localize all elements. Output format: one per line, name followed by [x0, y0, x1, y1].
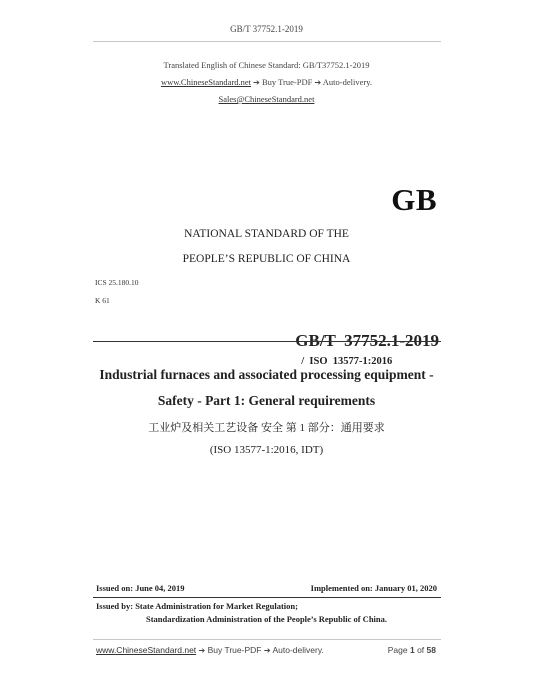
banner-line-3 — [0, 94, 533, 104]
footer-rule — [93, 639, 441, 640]
banner-line-2 — [0, 77, 533, 87]
national-standard-line-1: NATIONAL STANDARD OF THE — [184, 228, 349, 240]
issuer-line-2: Standardization Administration of the People’s Republic of China. — [146, 614, 388, 624]
banner-line-1: Translated English of Chinese Standard: GB/T37752.1-2019 — [163, 60, 370, 70]
arrow-right-icon: ➔ — [198, 646, 206, 655]
page-label: Page — [387, 645, 408, 655]
running-title: GB/T 37752.1-2019 — [230, 24, 303, 34]
iso-reference: / ISO 13577-1:2016 — [301, 356, 393, 367]
national-standard-line-2: PEOPLE’S REPUBLIC OF CHINA — [182, 253, 351, 265]
iso-equivalence: (ISO 13577-1:2016, IDT) — [209, 444, 324, 456]
header-rule — [93, 41, 441, 42]
footer-buy-text: Buy True-PDF — [207, 645, 262, 655]
ics-code: ICS 25.180.10 — [95, 278, 139, 287]
arrow-right-icon: ➔ — [314, 78, 322, 87]
page-indicator — [388, 645, 436, 655]
site-link[interactable]: www.ChineseStandard.net — [160, 77, 252, 87]
page-of: of — [417, 645, 425, 655]
footer-site-link[interactable]: www.ChineseStandard.net — [96, 645, 197, 655]
ccs-code: K 61 — [95, 296, 110, 305]
footer-left — [96, 645, 324, 655]
dates-rule — [93, 597, 441, 598]
page-total: 58 — [426, 645, 436, 655]
title-chinese: 工业炉及相关工艺设备 安全 第 1 部分：通用要求 — [148, 422, 385, 434]
gb-logo: GB — [391, 182, 437, 217]
arrow-right-icon: ➔ — [253, 78, 260, 87]
issuer-line-1: Issued by: State Administration for Market Regulation; — [96, 601, 298, 611]
page-current: 1 — [409, 645, 415, 655]
running-header — [0, 24, 533, 34]
buy-true-pdf-text: Buy True-PDF — [262, 77, 313, 87]
issued-date: Issued on: June 04, 2019 — [96, 583, 185, 593]
title-line-2: Safety - Part 1: General requirements — [157, 393, 376, 408]
title-line-1: Industrial furnaces and associated processing equipment - — [99, 367, 434, 382]
gb-number: GB/T 37752.1-2019 — [295, 331, 439, 350]
footer-delivery-text: Auto-delivery. — [272, 645, 324, 655]
auto-delivery-text: Auto-delivery. — [322, 77, 373, 87]
email-link[interactable]: Sales@ChineseStandard.net — [218, 94, 315, 104]
arrow-right-icon: ➔ — [263, 646, 271, 655]
designation-rule — [93, 341, 441, 342]
implemented-date: Implemented on: January 01, 2020 — [310, 583, 437, 593]
